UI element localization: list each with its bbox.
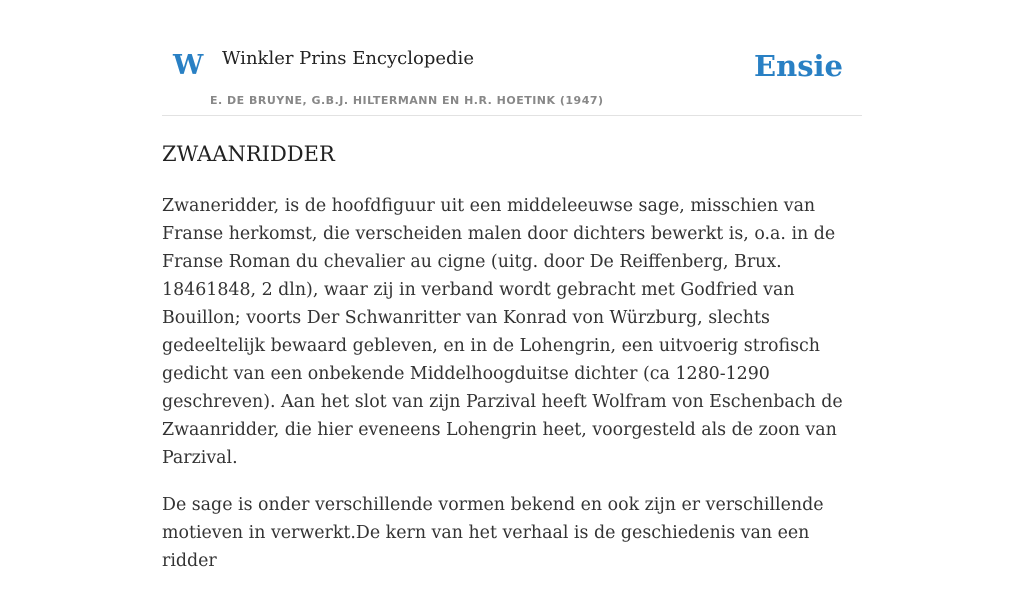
article-paragraph: Zwaneridder, is de hoofdfiguur uit een middeleeuwse sage, misschien van Franse herkomst, die verscheiden malen door dichters bewerkt is, o.a. in de Franse Roman du chevalier au cigne (uitg. door De Reiffenberg, Brux. 18461848, 2 dln), waar zij in verband wordt gebracht met Godfried van Bouillon; voorts Der Schwanritter van Konrad von Würzburg, slechts gedeeltelijk bewaard gebleven, en in de Lohengrin, een uitvoerig strofisch gedicht van een onbekende Middelhoogduitse dichter (ca 1280-1290 geschreven). Aan het slot van zijn Parzival heeft Wolfram von Eschenbach de Zwaanridder, die hier eveneens Lohengrin heet, voorgesteld als de zoon van Parzival. (162, 196, 843, 468)
article-body (162, 192, 867, 594)
ensie-brand-logo[interactable]: Ensie (754, 49, 843, 83)
source-title[interactable]: Winkler Prins Encyclopedie (222, 48, 474, 69)
encyclopedia-logo[interactable]: W (173, 50, 204, 81)
source-header (162, 40, 862, 116)
source-authors: E. DE BRUYNE, G.B.J. HILTERMANN EN H.R. HOETINK (1947) (210, 94, 604, 107)
article-title: ZWAANRIDDER (162, 142, 335, 166)
article-paragraph: De sage is onder verschillende vormen bekend en ook zijn er verschillende motieven in verwerkt.De kern van het verhaal is de geschiedenis van een ridder (162, 495, 824, 571)
